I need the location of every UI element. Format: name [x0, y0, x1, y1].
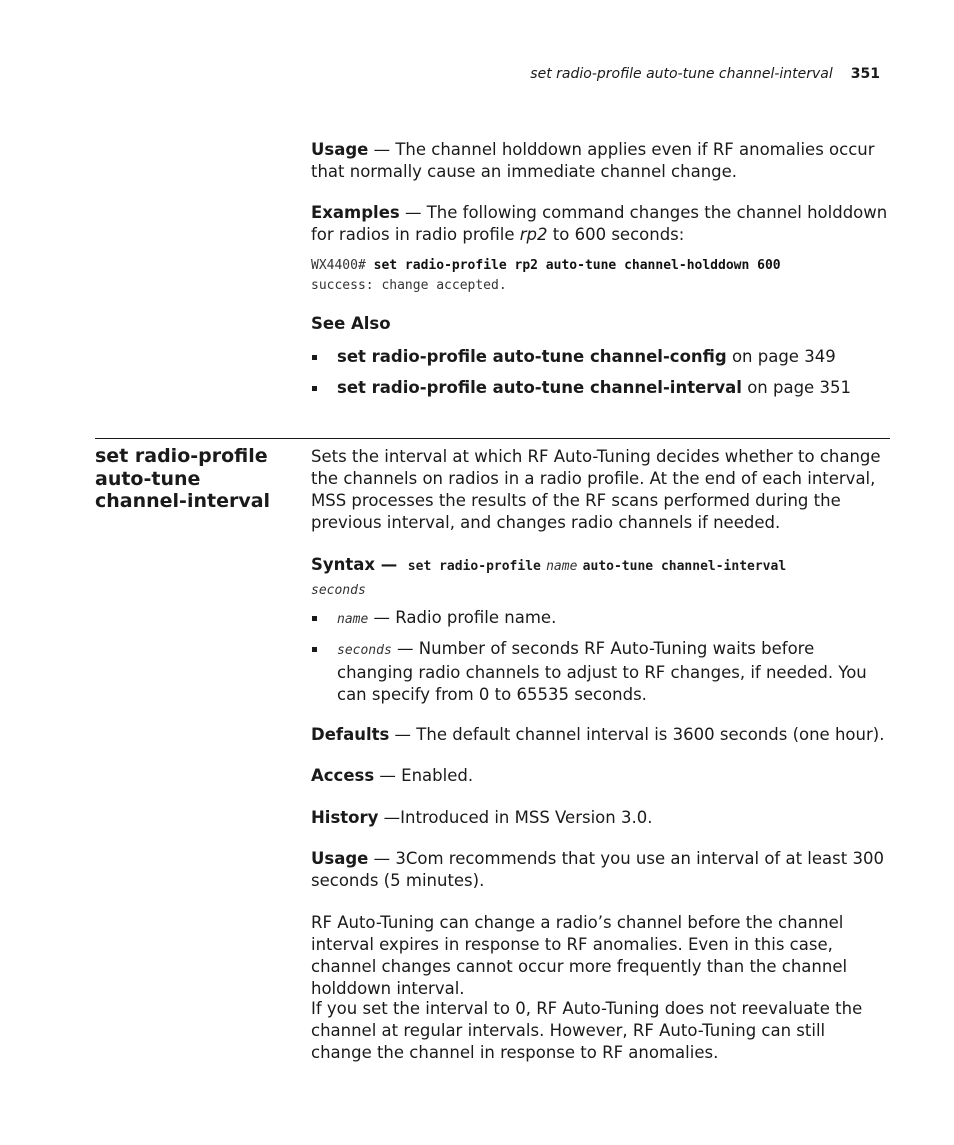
- syntax-param-name: name: [546, 559, 578, 574]
- see-also-title: See Also: [311, 314, 391, 333]
- code-output: success: change accepted.: [311, 278, 507, 293]
- history-text: —Introduced in MSS Version 3.0.: [378, 808, 653, 827]
- param-description: — Number of seconds RF Auto-Tuning waits before changing radio channels to adjust to RF changes, if needed. You can specify from 0 to 65535 seconds.: [337, 639, 867, 704]
- access-paragraph: [311, 765, 891, 787]
- param-name: name: [337, 612, 369, 627]
- defaults-label: Defaults: [311, 725, 390, 744]
- syntax-command-part-2: auto-tune channel-interval: [582, 559, 787, 574]
- code-prompt: WX4400#: [311, 258, 374, 273]
- history-paragraph: [311, 807, 891, 829]
- param-item: [311, 607, 881, 631]
- section-heading-line: channel-interval: [95, 490, 271, 512]
- section-divider: [95, 438, 890, 439]
- prev-usage-label: Usage: [311, 140, 369, 159]
- syntax-block: [311, 554, 891, 602]
- see-also-link[interactable]: set radio-profile auto-tune channel-interval: [337, 378, 742, 397]
- see-also-item: [311, 346, 881, 368]
- bullet-square-icon: [312, 616, 317, 621]
- usage-text: — 3Com recommends that you use an interval of at least 300 seconds (5 minutes).: [311, 849, 884, 890]
- prev-usage-paragraph: [311, 139, 891, 183]
- syntax-param-seconds: seconds: [311, 583, 366, 598]
- bullet-square-icon: [312, 355, 317, 360]
- param-name: seconds: [337, 643, 392, 658]
- examples-paragraph: [311, 202, 891, 246]
- section-heading-line: auto-tune: [95, 467, 201, 490]
- examples-text-2: to 600 seconds:: [547, 225, 685, 244]
- access-label: Access: [311, 766, 375, 785]
- see-also-item: [311, 377, 881, 399]
- usage-paragraph: [311, 848, 891, 892]
- see-also-page-ref: on page 351: [741, 378, 851, 397]
- running-title: set radio-profile auto-tune channel-interval: [530, 66, 833, 82]
- examples-text-1: — The following command changes the channel holddown for radios in radio profile: [311, 203, 888, 244]
- prev-usage-text: — The channel holddown applies even if RF anomalies occur that normally cause an immediate channel change.: [311, 140, 875, 181]
- see-also-link[interactable]: set radio-profile auto-tune channel-config: [337, 347, 727, 366]
- usage-label: Usage: [311, 849, 369, 868]
- syntax-command-part-1: set radio-profile: [407, 559, 541, 574]
- code-line-command: [311, 256, 911, 276]
- param-description: — Radio profile name.: [368, 608, 557, 627]
- syntax-label: Syntax —: [311, 555, 398, 574]
- examples-label: Examples: [311, 203, 400, 222]
- syntax-line: [311, 554, 891, 578]
- defaults-paragraph: [311, 724, 891, 746]
- param-item: [311, 638, 871, 706]
- body-paragraph: RF Auto-Tuning can change a radio’s channel before the channel interval expires in response to RF anomalies. Even in this case, channel changes cannot occur more frequently than the channel holddown interval.: [311, 913, 848, 998]
- access-text: — Enabled.: [374, 766, 474, 785]
- syntax-line: [311, 578, 891, 602]
- body-paragraph: If you set the interval to 0, RF Auto-Tuning does not reevaluate the channel at regular intervals. However, RF Auto-Tuning can still change the channel in response to RF anomalies.: [311, 999, 863, 1062]
- section-heading-line: set radio-profile: [95, 445, 268, 467]
- section-intro: Sets the interval at which RF Auto-Tuning decides whether to change the channels on radios in a radio profile. At the end of each interval, MSS processes the results of the RF scans performed during the previous interval, and changes radio channels if needed.: [311, 447, 881, 532]
- page-number: 351: [850, 66, 880, 82]
- defaults-text: — The default channel interval is 3600 seconds (one hour).: [389, 725, 885, 744]
- history-label: History: [311, 808, 379, 827]
- see-also-page-ref: on page 349: [726, 347, 836, 366]
- examples-profile-name: rp2: [519, 225, 548, 244]
- code-command: set radio-profile rp2 auto-tune channel-holddown 600: [373, 258, 781, 273]
- bullet-square-icon: [312, 647, 317, 652]
- page-header: [0, 66, 880, 82]
- example-code-block: [311, 256, 911, 296]
- bullet-square-icon: [312, 386, 317, 391]
- section-heading: [95, 445, 295, 513]
